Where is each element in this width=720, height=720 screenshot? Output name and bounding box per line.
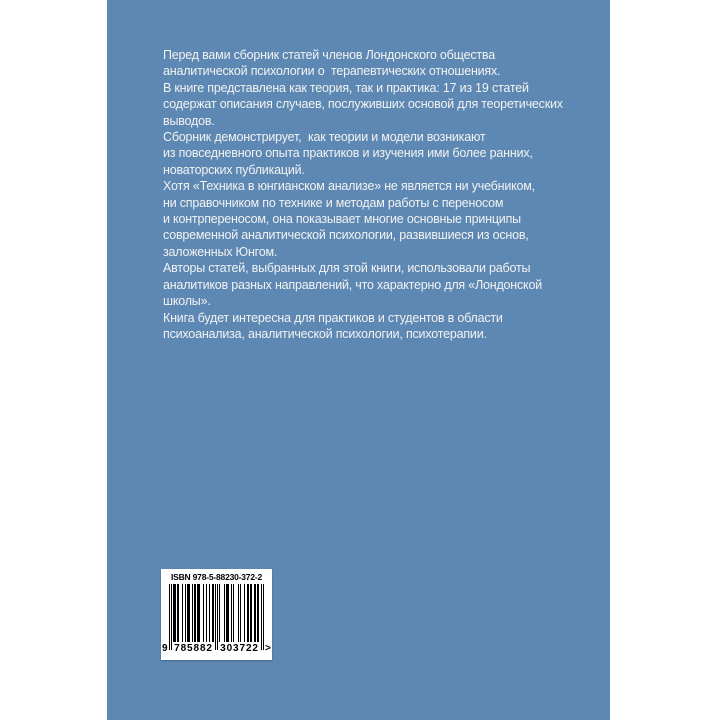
book-back-cover [107, 0, 610, 720]
annotation-line: Книга будет интересна для практиков и студентов в области [163, 310, 503, 325]
annotation-line: современной аналитической психологии, развившиеся из основ, [163, 228, 529, 243]
barcode-bar [206, 584, 207, 642]
ean-barcode-bars [169, 584, 264, 650]
barcode-bar [185, 584, 186, 642]
barcode-box [161, 569, 272, 660]
annotation-line: из повседневного опыта практиков и изучения ими более ранних, [163, 146, 533, 161]
barcode-bar [231, 584, 232, 642]
barcode-bar [238, 584, 239, 642]
annotation-text [163, 47, 583, 342]
barcode-bar [215, 584, 216, 650]
barcode-bar [175, 584, 176, 642]
barcode-bar [251, 584, 252, 642]
barcode-bar [261, 584, 262, 650]
barcode-bar [195, 584, 196, 642]
barcode-bar [203, 584, 204, 642]
barcode-bar [248, 584, 249, 642]
barcode-bar [228, 584, 229, 642]
annotation-line: школы». [163, 294, 211, 309]
annotation-line: В книге представлена как теория, так и практика: 17 из 19 статей [163, 80, 529, 95]
barcode-bar [233, 584, 234, 642]
annotation-line: Сборник демонстрирует, как теории и модели возникают [163, 130, 486, 145]
annotation-line: ни справочником по технике и методам работы с переносом [163, 195, 504, 210]
barcode-bar [219, 584, 220, 642]
barcode-bar [213, 584, 214, 642]
ean-barcode [162, 584, 271, 657]
barcode-bar [244, 584, 245, 642]
barcode-bar [169, 584, 170, 650]
ean-quiet-zone-mark: > [265, 643, 271, 654]
annotation-line: Хотя «Техника в юнгианском анализе» не является ни учебником, [163, 179, 535, 194]
barcode-bar [263, 584, 264, 650]
barcode-bar [217, 584, 218, 650]
ean-left-group: 785882 [174, 643, 213, 654]
annotation-line: Авторы статей, выбранных для этой книги, использовали работы [163, 261, 531, 276]
annotation-line: содержат описания случаев, послуживших основой для теоретических [163, 97, 563, 112]
annotation-line: аналитической психологии о терапевтических отношениях. [163, 64, 501, 79]
barcode-bar [255, 584, 256, 642]
barcode-bar [209, 584, 210, 642]
barcode-bar [171, 584, 172, 650]
ean-first-digit: 9 [162, 643, 168, 654]
barcode-bar [192, 584, 193, 642]
annotation-line: заложенных Юнгом. [163, 244, 278, 259]
annotation-line: психоанализа, аналитической психологии, психотерапии. [163, 326, 487, 341]
barcode-bar [189, 584, 190, 642]
barcode-bar [224, 584, 225, 642]
annotation-line: аналитиков разных направлений, что характерно для «Лондонской [163, 277, 543, 292]
annotation-line: новаторских публикаций. [163, 162, 305, 177]
barcode-bar [258, 584, 259, 642]
barcode-bar [182, 584, 183, 642]
barcode-bar [240, 584, 241, 642]
annotation-line: и контрпереносом, она показывает многие основные принципы [163, 212, 521, 227]
annotation-line: Перед вами сборник статей членов Лондонского общества [163, 48, 495, 62]
barcode-bar [178, 584, 179, 642]
annotation-line: выводов. [163, 113, 215, 128]
isbn-label: ISBN 978-5-88230-372-2 [170, 572, 263, 582]
barcode-bar [199, 584, 200, 642]
ean-right-group: 303722 [220, 643, 259, 654]
